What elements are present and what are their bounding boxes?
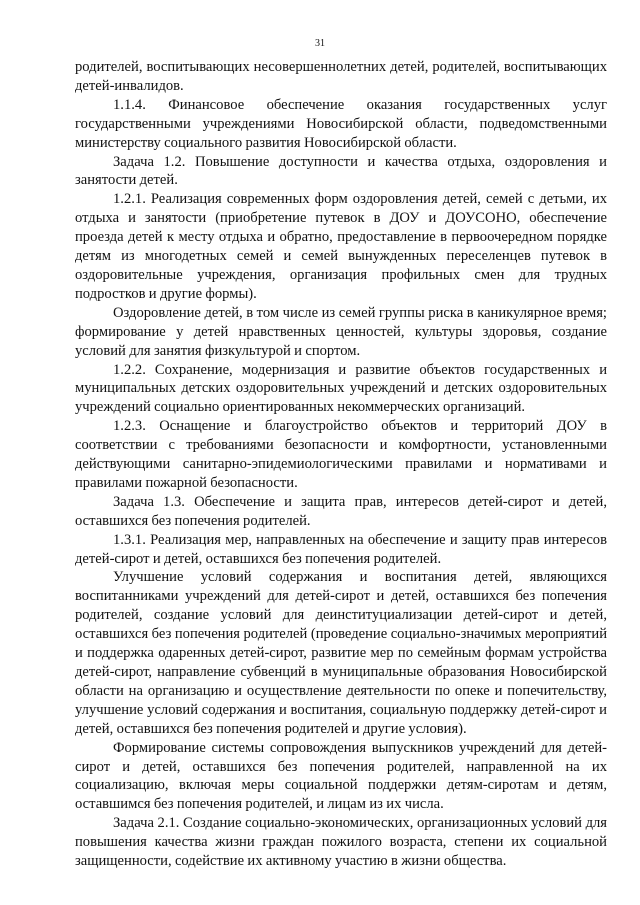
paragraph-task-2-1: Задача 2.1. Создание социально-экономических, организационных условий для повышения качества жизни граждан пожилого возраста, степени их социальной защищенности, содействие их активному участию в жизни общества.: [75, 815, 607, 870]
paragraph-1-2-1: 1.2.1. Реализация современных форм оздоровления детей, семей с детьми, их отдыха и занятости (приобретение путевок в ДОУ и ДОУСОНО, обеспечение проезда детей к месту отдыха и обратно, предоставление в первоочередном порядке детям из многодетных семей и семей вынужденных переселенцев путевок в оздоровительные учреждения, организация профильных смен для трудных подростков и другие формы).: [75, 191, 607, 302]
paragraph-1-1-4: 1.1.4. Финансовое обеспечение оказания государственных услуг государственными учреждениями Новосибирской области, подведомственными министерству социального развития Новосибирской области.: [75, 96, 607, 151]
paragraph-task-1-3: Задача 1.3. Обеспечение и защита прав, интересов детей-сирот и детей, оставшихся без попечения родителей.: [75, 493, 607, 529]
paragraph-graduate-support: Формирование системы сопровождения выпускников учреждений для детей-сирот и детей, оставшихся без попечения родителей, направленной на их социализацию, включая меры социальной поддержки детям-сиротам и детям, оставшимся без попечения родителей, и лицам из их числа.: [75, 739, 607, 813]
paragraph-task-1-2: Задача 1.2. Повышение доступности и качества отдыха, оздоровления и занятости детей.: [75, 153, 607, 189]
document-body: [75, 58, 607, 871]
paragraph-living-conditions: Улучшение условий содержания и воспитания детей, являющихся воспитанниками учреждений для детей-сирот и детей, оставшихся без попечения родителей, создание условий для деинституциализации детей-сирот и детей, оставшихся без попечения родителей (проведение социально-значимых мероприятий и поддержка одаренных детей-сирот, развитие мер по семейным формам устройства детей-сирот, направление субвенций в муниципальные образования Новосибирской области на организацию и осуществление деятельности по опеке и попечительству, улучшение условий содержания и воспитания, социальную поддержку детей-сирот и детей, оставшихся без попечения родителей и другие условия).: [75, 569, 607, 737]
paragraph-1-2-2: 1.2.2. Сохранение, модернизация и развитие объектов государственных и муниципальных детских оздоровительных учреждений и детских оздоровительных учреждений социально ориентированных некоммерческих организаций.: [75, 361, 607, 416]
paragraph-health-improvement: Оздоровление детей, в том числе из семей группы риска в каникулярное время; формирование у детей нравственных ценностей, культуры здоровья, создание условий для занятия физкультурой и спортом.: [75, 304, 607, 359]
paragraph-continuation: родителей, воспитывающих несовершеннолетних детей, родителей, воспитывающих детей-инвалидов.: [75, 59, 607, 94]
paragraph-1-2-3: 1.2.3. Оснащение и благоустройство объектов и территорий ДОУ в соответствии с требованиями безопасности и комфортности, установленными действующими санитарно-эпидемиологическими правилами и нормативами и правилами пожарной безопасности.: [75, 418, 607, 491]
page-number: 31: [315, 38, 325, 49]
paragraph-1-3-1: 1.3.1. Реализация мер, направленных на обеспечение и защиту прав интересов детей-сирот и детей, оставшихся без попечения родителей.: [75, 531, 607, 567]
